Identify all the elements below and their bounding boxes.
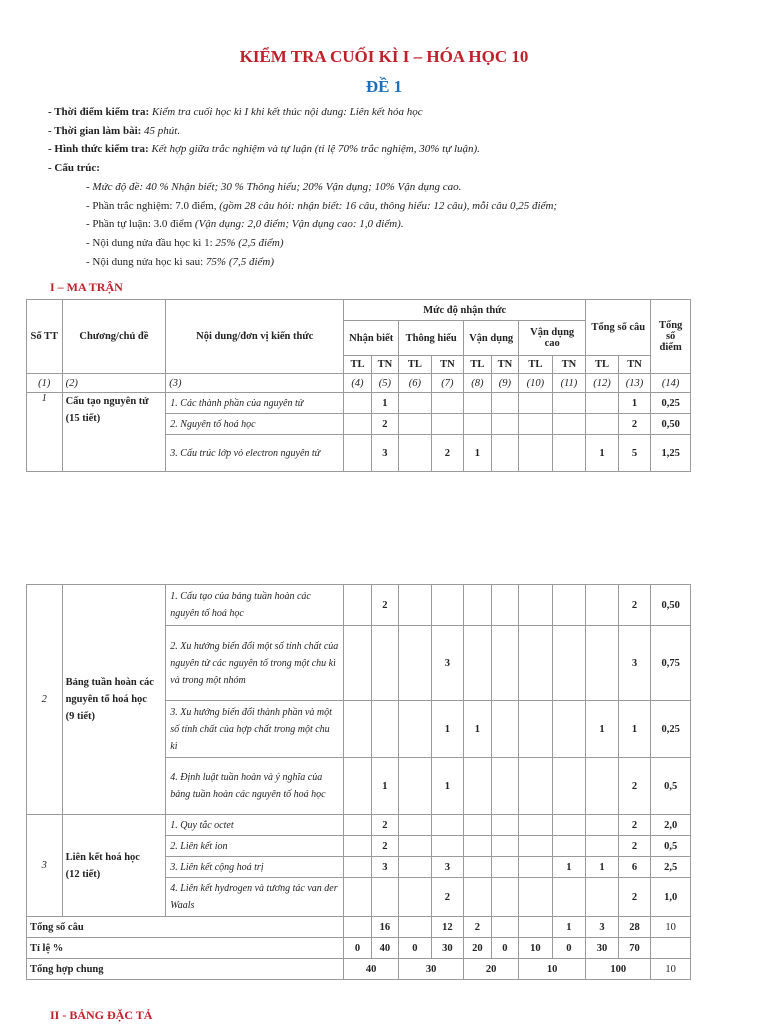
- cell-value: 1: [618, 701, 651, 758]
- cell-value: 0,50: [651, 585, 691, 626]
- cell-value: 0,25: [651, 393, 691, 414]
- cell-value: 2: [618, 585, 651, 626]
- cell-value: [431, 836, 464, 857]
- cell-value: 5: [618, 435, 651, 472]
- cell-value: [586, 585, 619, 626]
- chapter-name: Bảng tuần hoàn các nguyên tố hoá học (9 tiết): [62, 585, 166, 815]
- cell-value: 1: [552, 857, 586, 878]
- cell-value: [552, 815, 586, 836]
- cell-value: 1,25: [651, 435, 691, 472]
- header-nb: Nhận biết: [344, 321, 399, 356]
- cell-value: 1: [371, 393, 398, 414]
- cell-value: 2: [431, 435, 464, 472]
- cell-value: [431, 815, 464, 836]
- general-total-row: Tổng hợp chung 40 30 20 10 100 10: [27, 959, 691, 980]
- chapter-number: 3: [27, 815, 63, 917]
- cell-value: 2: [618, 815, 651, 836]
- cell-value: 3: [431, 626, 464, 701]
- col-num: (1): [27, 374, 63, 393]
- cell-value: [552, 878, 586, 917]
- col-num: (14): [651, 374, 691, 393]
- percent-row: Tỉ lệ % 0 40 0 30 20 0 10 0 30 70: [27, 938, 691, 959]
- header-content: Nội dung/đơn vị kiến thức: [166, 300, 344, 374]
- col-num: (4): [344, 374, 371, 393]
- cell-value: 1: [586, 701, 619, 758]
- header-chapter: Chương/chủ đề: [62, 300, 166, 374]
- cell-value: [586, 626, 619, 701]
- cell-value: 2,0: [651, 815, 691, 836]
- info-duration: - Thời gian làm bài: 45 phút.: [48, 124, 181, 137]
- cell-value: 6: [618, 857, 651, 878]
- content-unit: 4. Định luật tuần hoàn và ý nghĩa của bảng tuần hoàn các nguyên tố hoá học: [166, 758, 344, 815]
- exam-info: [48, 103, 748, 271]
- table-row: [27, 585, 691, 626]
- exam-number: ĐỀ 1: [365, 77, 403, 96]
- cell-value: 2: [371, 836, 398, 857]
- cell-value: 3: [618, 626, 651, 701]
- cell-value: [371, 626, 398, 701]
- header-tn: TN: [552, 356, 586, 374]
- header-row: [27, 300, 691, 321]
- content-unit: 3. Xu hướng biến đổi thành phần và một số tính chất của hợp chất trong một chu kì: [166, 701, 344, 758]
- info-form: - Hình thức kiểm tra: Kết hợp giữa trắc nghiệm và tự luận (tỉ lệ 70% trắc nghiệm, 30% tự luận).: [48, 143, 480, 156]
- col-num: (9): [491, 374, 518, 393]
- content-unit: 2. Liên kết ion: [166, 836, 344, 857]
- cell-value: 0,5: [651, 836, 691, 857]
- info-second-half: - Nội dung nửa học kì sau: 75% (7,5 điểm): [86, 255, 275, 268]
- header-level: Mức độ nhận thức: [344, 300, 586, 321]
- info-essay: - Phần tự luận: 3.0 điểm (Vận dụng: 2,0 điểm; Vận dụng cao: 1,0 điểm).: [86, 218, 404, 231]
- cell-value: [371, 878, 398, 917]
- header-tn: TN: [491, 356, 518, 374]
- cell-value: [464, 393, 491, 414]
- col-num: (13): [618, 374, 651, 393]
- cell-value: 2: [371, 414, 398, 435]
- matrix-table-part2: [26, 584, 691, 980]
- cell-value: [371, 701, 398, 758]
- column-number-row: [27, 374, 691, 393]
- content-unit: 2. Xu hướng biến đổi một số tính chất của nguyên tử các nguyên tố trong một chu kì và trong một nhóm: [166, 626, 344, 701]
- cell-value: [431, 585, 464, 626]
- cell-value: 1: [431, 701, 464, 758]
- header-tl: TL: [519, 356, 553, 374]
- cell-value: 2,5: [651, 857, 691, 878]
- cell-value: 0,5: [651, 758, 691, 815]
- general-total-label: Tổng hợp chung: [27, 959, 344, 980]
- total-questions-row: Tổng số câu 16 12 2 1 3 28 10: [27, 917, 691, 938]
- header-total-points: Tổng số điểm: [651, 300, 691, 374]
- total-questions-label: Tổng số câu: [27, 917, 344, 938]
- chapter-name: Liên kết hoá học (12 tiết): [62, 815, 166, 917]
- info-level: - Mức độ đề: 40 % Nhận biết; 30 % Thông hiểu; 20% Vận dụng; 10% Vận dụng cao.: [86, 180, 462, 193]
- header-tl: TL: [344, 356, 371, 374]
- content-unit: 2. Nguyên tố hoá học: [166, 414, 344, 435]
- col-num: (7): [431, 374, 464, 393]
- header-tn: TN: [431, 356, 464, 374]
- content-unit: 1. Cấu tạo của bảng tuần hoàn các nguyên tố hoá học: [166, 585, 344, 626]
- cell-value: 2: [431, 878, 464, 917]
- cell-value: 3: [371, 435, 398, 472]
- cell-value: 0,75: [651, 626, 691, 701]
- col-num: (5): [371, 374, 398, 393]
- cell-value: [431, 414, 464, 435]
- percent-label: Tỉ lệ %: [27, 938, 344, 959]
- cell-value: [552, 836, 586, 857]
- info-time: - Thời điểm kiểm tra: Kiểm tra cuối học kì I khi kết thúc nội dung: Liên kết hóa học: [48, 106, 423, 118]
- cell-value: [586, 393, 619, 414]
- chapter-number: 1: [27, 393, 63, 472]
- cell-value: 2: [618, 878, 651, 917]
- cell-value: 1: [431, 758, 464, 815]
- section-heading-matrix: I – MA TRẬN: [50, 280, 123, 294]
- cell-value: 1: [586, 435, 619, 472]
- col-num: (2): [62, 374, 166, 393]
- cell-value: 1: [371, 758, 398, 815]
- col-num: (12): [586, 374, 619, 393]
- chapter-name: Cấu tạo nguyên tử (15 tiết): [62, 393, 166, 472]
- content-unit: 1. Các thành phần của nguyên tử: [166, 393, 344, 414]
- header-stt: Số TT: [27, 300, 63, 374]
- table-row: [27, 393, 691, 414]
- col-num: (10): [519, 374, 553, 393]
- content-unit: 3. Liên kết cộng hoá trị: [166, 857, 344, 878]
- matrix-table-part1: [26, 299, 691, 472]
- info-structure: - Cấu trúc:: [48, 162, 100, 175]
- col-num: (11): [552, 374, 586, 393]
- cell-value: 3: [371, 857, 398, 878]
- cell-value: [431, 393, 464, 414]
- cell-value: 2: [371, 815, 398, 836]
- cell-value: [586, 758, 619, 815]
- cell-value: 2: [618, 414, 651, 435]
- section-heading-spec: II - BẢNG ĐẶC TẢ: [50, 1008, 153, 1022]
- cell-value: [464, 758, 491, 815]
- cell-value: 2: [618, 758, 651, 815]
- cell-value: [586, 878, 619, 917]
- cell-value: 0,50: [651, 414, 691, 435]
- cell-value: [464, 626, 491, 701]
- header-vd: Vận dụng: [464, 321, 519, 356]
- header-tl: TL: [399, 356, 432, 374]
- cell-value: 2: [371, 585, 398, 626]
- content-unit: 4. Liên kết hydrogen và tương tác van der Waals: [166, 878, 344, 917]
- cell-value: 3: [431, 857, 464, 878]
- cell-value: [464, 414, 491, 435]
- col-num: (6): [399, 374, 432, 393]
- content-unit: 1. Quy tắc octet: [166, 815, 344, 836]
- table-row: [27, 815, 691, 836]
- header-total-questions: Tổng số câu: [586, 300, 651, 356]
- cell-value: 1: [464, 701, 491, 758]
- cell-value: [586, 815, 619, 836]
- cell-value: 1: [586, 857, 619, 878]
- cell-value: 1,0: [651, 878, 691, 917]
- col-num: (3): [166, 374, 344, 393]
- cell-value: 0,25: [651, 701, 691, 758]
- header-vdc: Vận dụng cao: [519, 321, 586, 356]
- header-tn: TN: [371, 356, 398, 374]
- cell-value: 1: [618, 393, 651, 414]
- header-tl: TL: [464, 356, 491, 374]
- cell-value: [586, 414, 619, 435]
- header-tl: TL: [586, 356, 619, 374]
- page-title: KIỂM TRA CUỐI KÌ I – HÓA HỌC 10: [239, 47, 529, 66]
- header-tn: TN: [618, 356, 651, 374]
- col-num: (8): [464, 374, 491, 393]
- cell-value: 1: [464, 435, 491, 472]
- info-mc: - Phần trắc nghiệm: 7.0 điểm, (gồm 28 câu hỏi: nhận biết: 16 câu, thông hiểu: 12 câu), mỗi câu 0,25 điểm;: [86, 199, 558, 212]
- header-th: Thông hiểu: [399, 321, 464, 356]
- cell-value: 2: [618, 836, 651, 857]
- content-unit: 3. Cấu trúc lớp vỏ electron nguyên tử: [166, 435, 344, 472]
- chapter-number: 2: [27, 585, 63, 815]
- cell-value: [586, 836, 619, 857]
- info-first-half: - Nội dung nửa đầu học kì 1: 25% (2,5 điểm): [86, 236, 284, 249]
- cell-value: [464, 585, 491, 626]
